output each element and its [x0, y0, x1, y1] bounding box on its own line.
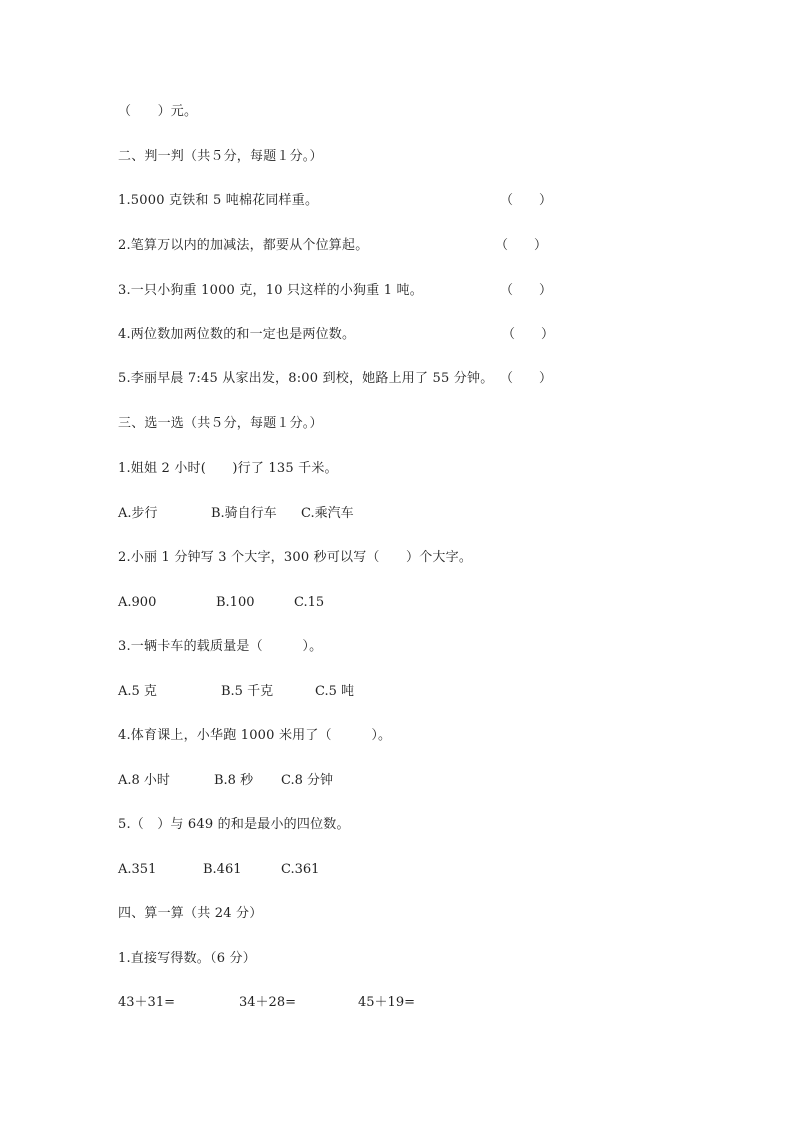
choice-q4-option-c[interactable]: C.8 分钟 [281, 773, 334, 788]
section-3-heading: 三、选一选（共５分，每题１分。） [118, 416, 323, 431]
choice-q2-option-c[interactable]: C.15 [294, 595, 325, 610]
choice-q4-stem: 4.体育课上，小华跑 1000 米用了（ ）。 [118, 728, 392, 743]
judge-item-1-blank[interactable]: （ ） [500, 193, 553, 208]
judge-item-1: 1.5000 克铁和 5 吨棉花同样重。 [118, 193, 319, 208]
judge-item-2: 2.笔算万以内的加减法，都要从个位算起。 [118, 238, 369, 253]
section-4-heading: 四、算一算（共 24 分） [118, 906, 263, 921]
judge-item-4-blank[interactable]: （ ） [502, 327, 555, 342]
section-4-sub1: 1.直接写得数。（6 分） [118, 951, 256, 966]
section-2-heading: 二、判一判（共５分，每题１分。） [118, 149, 323, 164]
calc-problem-2[interactable]: 34＋28= [239, 995, 296, 1010]
choice-q1-option-c[interactable]: C.乘汽车 [301, 506, 354, 521]
choice-q2-option-b[interactable]: B.100 [216, 595, 255, 610]
previous-question-tail: （ ）元。 [118, 104, 198, 119]
judge-item-3-blank[interactable]: （ ） [500, 283, 553, 298]
choice-q3-stem: 3.一辆卡车的载质量是（ ）。 [118, 639, 323, 654]
choice-q5-stem: 5.（ ）与 649 的和是最小的四位数。 [118, 817, 350, 832]
choice-q5-option-b[interactable]: B.461 [203, 862, 242, 877]
choice-q4-option-a[interactable]: A.8 小时 [118, 773, 170, 788]
choice-q5-option-a[interactable]: A.351 [118, 862, 157, 877]
choice-q1-option-a[interactable]: A.步行 [118, 506, 158, 521]
choice-q3-option-a[interactable]: A.5 克 [118, 684, 157, 699]
judge-item-5-blank[interactable]: （ ） [500, 371, 553, 386]
choice-q1-option-b[interactable]: B.骑自行车 [211, 506, 277, 521]
calc-problem-1[interactable]: 43＋31= [118, 995, 175, 1010]
choice-q2-stem: 2.小丽 1 分钟写 3 个大字，300 秒可以写（ ）个大字。 [118, 550, 473, 565]
choice-q1-stem: 1.姐姐 2 小时( )行了 135 千米。 [118, 461, 338, 476]
choice-q2-option-a[interactable]: A.900 [118, 595, 157, 610]
choice-q5-option-c[interactable]: C.361 [281, 862, 320, 877]
calc-problem-3[interactable]: 45＋19= [358, 995, 415, 1010]
judge-item-2-blank[interactable]: （ ） [495, 238, 548, 253]
judge-item-4: 4.两位数加两位数的和一定也是两位数。 [118, 327, 356, 342]
choice-q3-option-b[interactable]: B.5 千克 [221, 684, 274, 699]
judge-item-5: 5.李丽早晨 7:45 从家出发，8:00 到校，她路上用了 55 分钟。 [118, 371, 494, 386]
judge-item-3: 3.一只小狗重 1000 克，10 只这样的小狗重 1 吨。 [118, 283, 423, 298]
choice-q3-option-c[interactable]: C.5 吨 [315, 684, 355, 699]
choice-q4-option-b[interactable]: B.8 秒 [214, 773, 254, 788]
